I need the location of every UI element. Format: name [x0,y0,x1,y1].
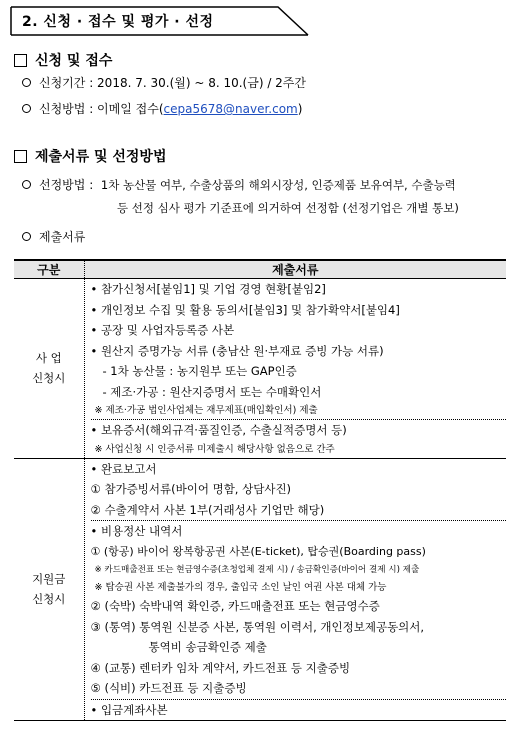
docs-label: 제출서류 [39,230,86,244]
row2-docs [84,458,506,721]
circle-bullet-icon [22,232,31,241]
row1-category-line1: 사 업 [35,351,62,366]
list-item: • 개인정보 수집 및 활용 동의서[붙임3] 및 참가확약서[붙임4] [90,302,400,317]
list-item: ③ (통역) 통역원 신분증 사본, 통역원 이력서, 개인정보제공동의서, [90,619,425,634]
selection-method-line1: 1차 농산물 여부, 수출상품의 해외시장성, 인증제품 보유여부, 수출능력 [100,178,456,192]
checkbox-square-icon [14,54,27,67]
list-item: 통역비 송금확인증 제출 [148,640,267,654]
documents-table [14,259,506,721]
row2-group1 [91,459,507,522]
list-item: ① (항공) 바이어 왕복항공권 사본(E-ticket), 탑승권(Boarding pass) [90,544,426,558]
apply-heading-text: 신청 및 접수 [35,53,113,69]
circle-bullet-icon [22,78,31,87]
row1-group2 [91,420,507,458]
list-item: • 보유증서(해외규격·품질인증, 수출실적증명서 등) [90,423,347,437]
list-item: ① 참가증빙서류(바이어 명함, 상담사진) [90,482,292,496]
list-item: • 비용정산 내역서 [90,524,183,538]
section-title [10,6,310,36]
selection-method-label: 선정방법 [39,178,86,192]
row2-category [14,458,84,721]
list-item: • 원산지 증명가능 서류 (충남산 원·부재료 증빙 가능 서류) [90,343,384,358]
circle-bullet-icon [22,180,31,189]
list-item: ※ 제조·가공 법인사업체는 재무제표(매입확인서) 제출 [94,405,318,416]
list-item: - 제조·가공 : 원산지증명서 또는 수매확인서 [102,384,322,399]
list-item: ※ 카드매출전표 또는 현금영수증(초청업체 결제 시) / 송금확인증(바이어 결제 시) 제출 [94,565,420,575]
email-link[interactable]: cepa5678@naver.com [163,102,298,116]
table-header-row [14,260,506,279]
selection-method: 선정방법 : 1차 농산물 여부, 수출상품의 해외시장성, 인증제품 보유여부, 수출능력 [22,176,456,193]
method-label: 신청방법 [39,102,86,116]
list-item: - 1차 농산물 : 농지원부 또는 GAP인증 [102,364,297,378]
period-label: 신청기간 [39,76,86,90]
checkbox-square-icon [14,150,27,163]
header-category: 구분 [14,260,84,279]
docs-label-row [22,228,85,245]
selection-heading-text: 제출서류 및 선정방법 [35,149,167,165]
list-item: ※ 사업신청 시 인증서류 미제출시 해당사항 없음으로 간주 [94,443,335,455]
section-title-text: 2. 신청 · 접수 및 평가 · 선정 [22,14,214,30]
apply-heading [14,50,112,70]
row1-category-line2: 신청시 [32,371,66,386]
period-value: 2018. 7. 30.(월) ~ 8. 10.(금) / 2주간 [97,76,306,90]
row2-group2 [91,521,507,700]
table-row [14,279,506,459]
row2-group3 [91,700,507,721]
method-suffix: ) [297,102,303,116]
selection-heading [14,146,166,166]
list-item: • 완료보고서 [90,461,157,476]
list-item: ④ (교통) 렌터카 임차 계약서, 카드전표 등 지출증빙 [90,660,351,675]
circle-bullet-icon [22,104,31,113]
method-prefix: 이메일 접수( [97,102,164,116]
apply-period: 신청기간 : 2018. 7. 30.(월) ~ 8. 10.(금) / 2주간 [22,74,306,91]
list-item: ⑤ (식비) 카드전표 등 지출증빙 [90,681,247,695]
apply-method: 신청방법 : 이메일 접수( cepa5678@naver.com ) [22,100,302,117]
header-docs: 제출서류 [84,260,506,279]
row1-docs [84,279,506,459]
list-item: • 입금계좌사본 [90,702,168,717]
row1-category [14,279,84,459]
table-row [14,458,506,721]
list-item: • 참가신청서[붙임1] 및 기업 경영 현황[붙임2] [90,282,326,296]
list-item: ※ 탑승권 사본 제출불가의 경우, 출입국 소인 날인 여권 사본 대체 가능 [94,582,387,593]
selection-method-line2: 등 선정 심사 평가 기준표에 의거하여 선정함 (선정기업은 개별 통보) [117,201,459,215]
list-item: • 공장 및 사업자등록증 사본 [90,323,235,337]
row2-category-line1: 지원금 [32,572,66,587]
list-item: ② (숙박) 숙박내역 확인증, 카드매출전표 또는 현금영수증 [90,599,380,613]
row1-group1 [91,279,507,420]
row2-category-line2: 신청시 [32,592,66,607]
list-item: ② 수출계약서 사본 1부(거래성사 기업만 해당) [90,502,325,517]
